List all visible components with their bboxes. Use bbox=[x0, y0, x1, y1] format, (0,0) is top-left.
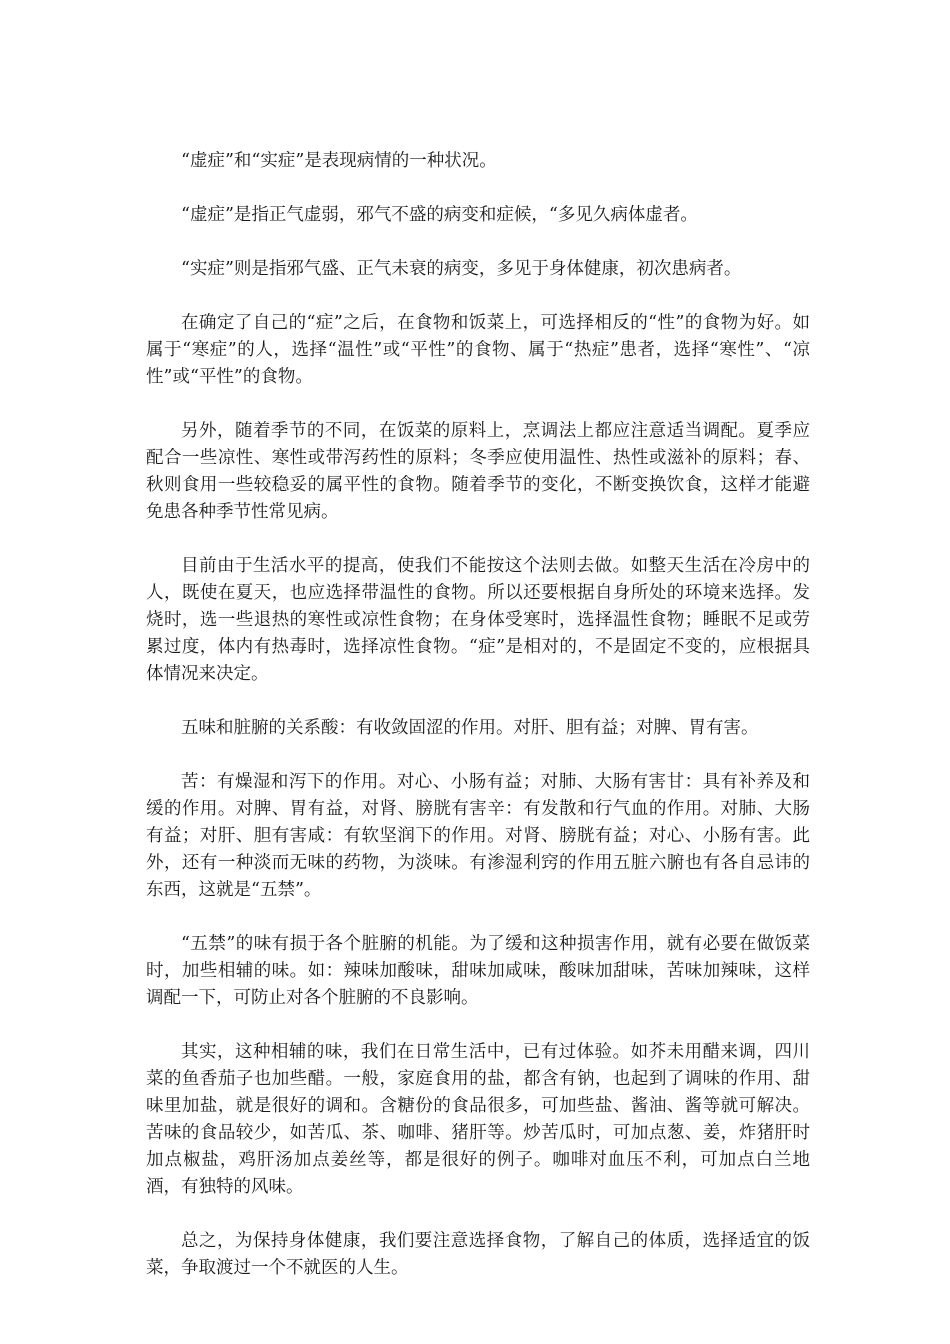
document-body bbox=[146, 148, 810, 1309]
paragraph-5: 另外，随着季节的不同，在饭菜的原料上，烹调法上都应注意适当调配。夏季应配合一些凉性、寒性或带泻药性的原料；冬季应使用温性、热性或滋补的原料；春、秋则食用一些较稳妥的属平性的食物。随着季节的变化，不断变换饮食，这样才能避免患各种季节性常见病。 bbox=[146, 421, 810, 522]
paragraph-7: 五味和脏腑的关系酸：有收敛固涩的作用。对肝、胆有益；对脾、胃有害。 bbox=[181, 718, 759, 738]
paragraph-11: 总之，为保持身体健康，我们要注意选择食物，了解自己的体质，选择适宜的饭菜，争取渡过一个不就医的人生。 bbox=[146, 1231, 810, 1278]
paragraph-1: “虚症”和“实症”是表现病情的一种状况。 bbox=[181, 151, 497, 171]
paragraph-6: 目前由于生活水平的提高，使我们不能按这个法则去做。如整天生活在冷房中的人，既使在夏天，也应选择带温性的食物。所以还要根据自身所处的环境来选择。发烧时，选一些退热的寒性或凉性食物；在身体受寒时，选择温性食物；睡眠不足或劳累过度，体内有热毒时，选择凉性食物。“症”是相对的，不是固定不变的，应根据具体情况来决定。 bbox=[146, 556, 810, 684]
paragraph-8: 苦：有燥湿和泻下的作用。对心、小肠有益；对肺、大肠有害甘：具有补养及和缓的作用。对脾、胃有益，对肾、膀胱有害辛：有发散和行气血的作用。对肺、大肠有益；对肝、胆有害咸：有软坚润下的作用。对肾、膀胱有益；对心、小肠有害。此外，还有一种淡而无味的药物，为淡味。有渗湿利窍的作用五脏六腑也有各自忌讳的东西，这就是“五禁”。 bbox=[146, 772, 810, 900]
paragraph-9: “五禁”的味有损于各个脏腑的机能。为了缓和这种损害作用，就有必要在做饭菜时，加些相辅的味。如：辣味加酸味，甜味加咸味，酸味加甜味，苦味加辣味，这样调配一下，可防止对各个脏腑的不良影响。 bbox=[146, 934, 810, 1008]
paragraph-3: “实症”则是指邪气盛、正气未衰的病变，多见于身体健康，初次患病者。 bbox=[181, 259, 742, 279]
paragraph-10: 其实，这种相辅的味，我们在日常生活中，已有过体验。如芥未用醋来调，四川菜的鱼香茄子也加些醋。一般，家庭食用的盐，都含有钠，也起到了调味的作用、甜味里加盐，就是很好的调和。含糖份的食品很多，可加些盐、酱油、酱等就可解决。苦味的食品较少，如苦瓜、茶、咖啡、猪肝等。炒苦瓜时，可加点葱、姜，炸猪肝时加点椒盐，鸡肝汤加点姜丝等，都是很好的例子。咖啡对血压不利，可加点白兰地酒，有独特的风味。 bbox=[146, 1042, 810, 1197]
paragraph-4: 在确定了自己的“症”之后，在食物和饭菜上，可选择相反的“性”的食物为好。如属于“寒症”的人，选择“温性”或“平性”的食物、属于“热症”患者，选择“寒性”、“凉性”或“平性”的食物。 bbox=[146, 313, 810, 387]
paragraph-2: “虚症”是指正气虚弱，邪气不盛的病变和症候，“多见久病体虚者。 bbox=[181, 205, 698, 225]
